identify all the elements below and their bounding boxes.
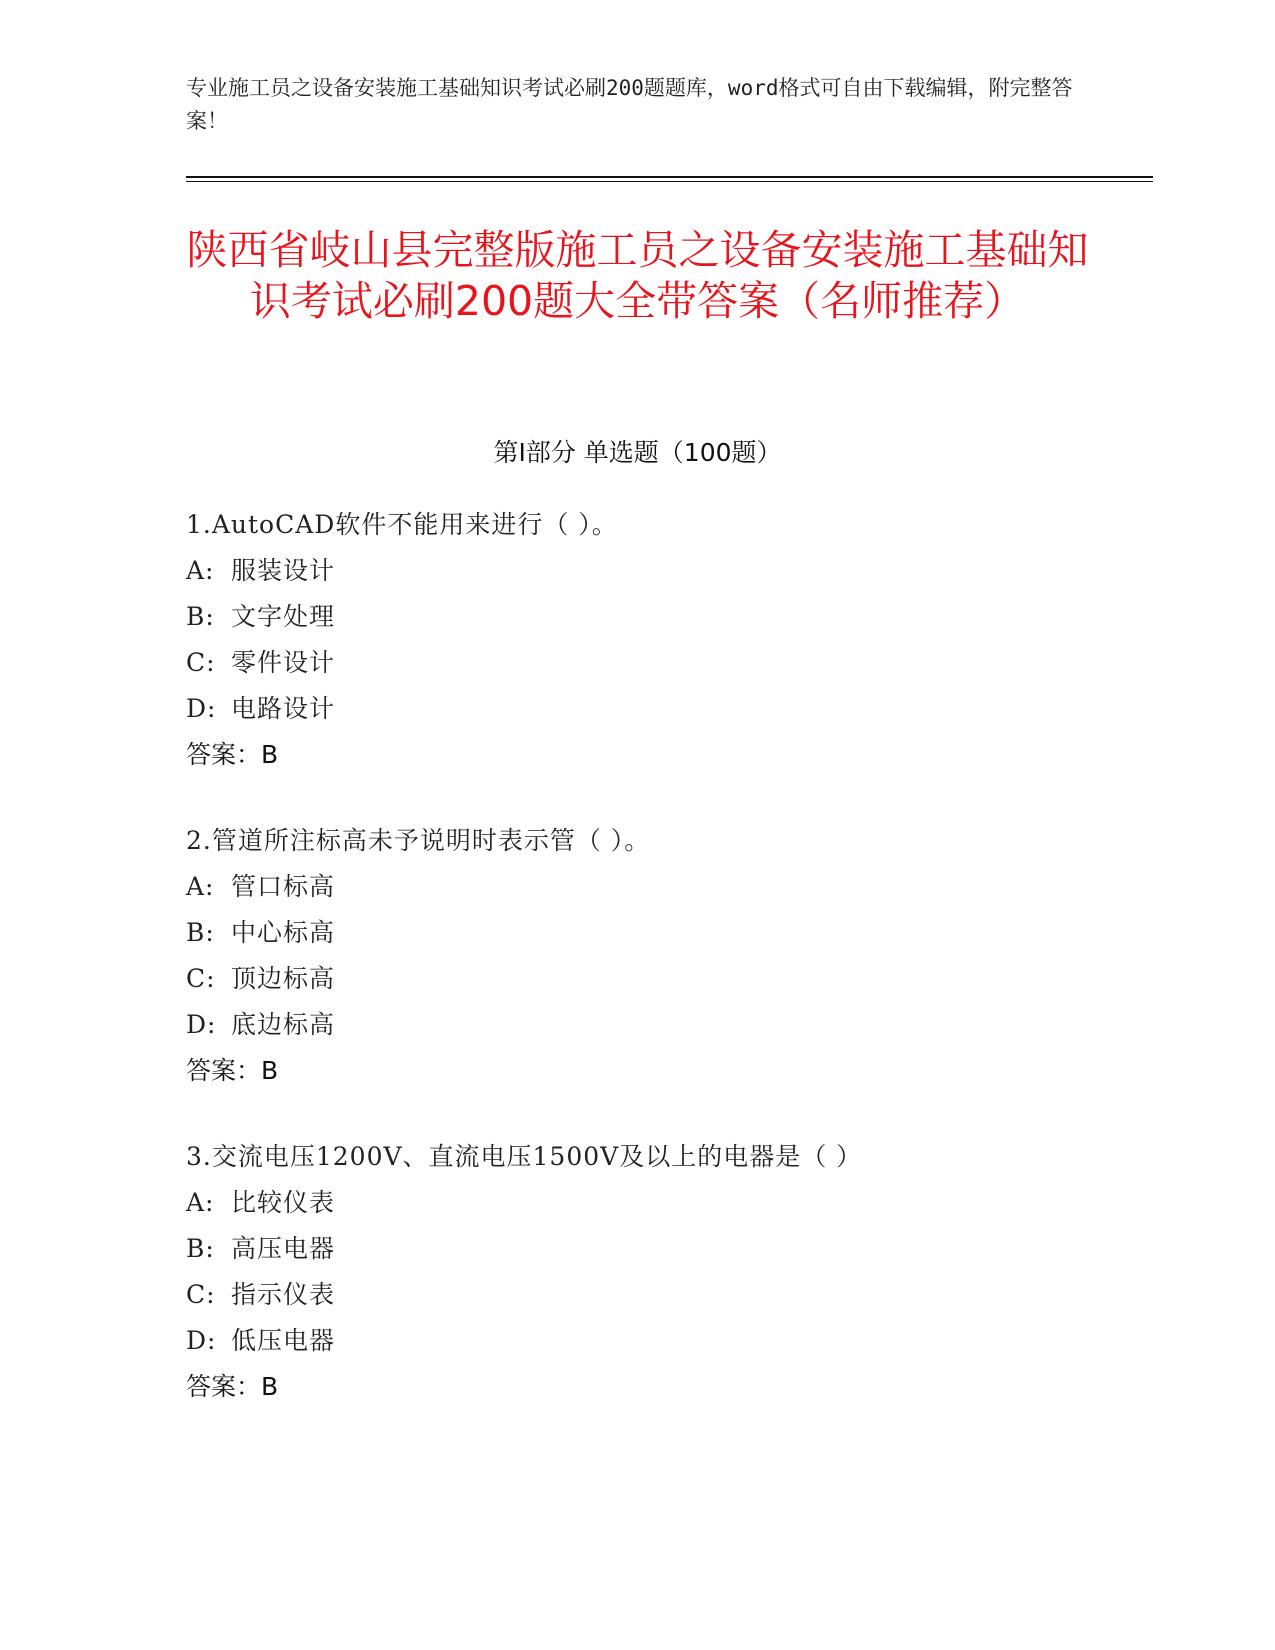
- option-text: 比较仪表: [231, 1188, 336, 1217]
- option-c: [186, 1272, 1136, 1318]
- header-divider-thin: [186, 181, 1153, 182]
- option-text: 顶边标高: [231, 964, 336, 993]
- option-key: C:: [186, 964, 216, 993]
- option-text: 底边标高: [231, 1010, 336, 1039]
- option-text: 高压电器: [231, 1234, 336, 1263]
- option-c: [186, 640, 1136, 686]
- option-text: 低压电器: [231, 1326, 336, 1355]
- section-heading: 第I部分 单选题（100题）: [493, 438, 782, 467]
- answer-label: 答案：: [186, 1056, 262, 1085]
- question-stem: 1.AutoCAD软件不能用来进行（ ）。: [186, 510, 618, 539]
- option-a: [186, 864, 1136, 910]
- option-b: [186, 594, 1136, 640]
- option-key: C:: [186, 1280, 216, 1309]
- option-text: 电路设计: [231, 694, 336, 723]
- option-a: [186, 1180, 1136, 1226]
- option-d: [186, 686, 1136, 732]
- option-key: C:: [186, 648, 216, 677]
- question-2: [186, 818, 1136, 1094]
- option-c: [186, 956, 1136, 1002]
- answer-value: B: [261, 1056, 279, 1085]
- document-title: 陕西省岐山县完整版施工员之设备安装施工基础知识考试必刷200题大全带答案（名师推荐）: [186, 226, 1089, 325]
- option-d: [186, 1318, 1136, 1364]
- question-1: [186, 502, 1136, 778]
- answer-line: [186, 1048, 1136, 1094]
- option-a: [186, 548, 1136, 594]
- answer-label: 答案：: [186, 1372, 262, 1401]
- option-text: 管口标高: [231, 872, 336, 901]
- option-key: A:: [186, 556, 215, 585]
- option-key: A:: [186, 1188, 215, 1217]
- option-key: B:: [186, 1234, 215, 1263]
- question-3: [186, 1134, 1136, 1410]
- option-text: 服装设计: [231, 556, 336, 585]
- option-b: [186, 910, 1136, 956]
- option-text: 指示仪表: [231, 1280, 336, 1309]
- option-text: 零件设计: [231, 648, 336, 677]
- option-d: [186, 1002, 1136, 1048]
- answer-line: [186, 1364, 1136, 1410]
- option-b: [186, 1226, 1136, 1272]
- answer-value: B: [261, 1372, 279, 1401]
- header-note: 专业施工员之设备安装施工基础知识考试必刷200题题库，word格式可自由下载编辑，附完整答案！: [186, 76, 1073, 133]
- option-key: D:: [186, 694, 217, 723]
- option-text: 中心标高: [231, 918, 336, 947]
- option-key: B:: [186, 918, 215, 947]
- option-key: B:: [186, 602, 215, 631]
- question-stem: 3.交流电压1200V、直流电压1500V及以上的电器是（ ）: [186, 1142, 863, 1171]
- header-divider-thick: [186, 176, 1153, 178]
- question-stem: 2.管道所注标高未予说明时表示管（ ）。: [186, 826, 651, 855]
- answer-label: 答案：: [186, 740, 262, 769]
- answer-value: B: [261, 740, 279, 769]
- option-key: A:: [186, 872, 215, 901]
- option-key: D:: [186, 1010, 217, 1039]
- answer-line: [186, 732, 1136, 778]
- option-text: 文字处理: [231, 602, 336, 631]
- option-key: D:: [186, 1326, 217, 1355]
